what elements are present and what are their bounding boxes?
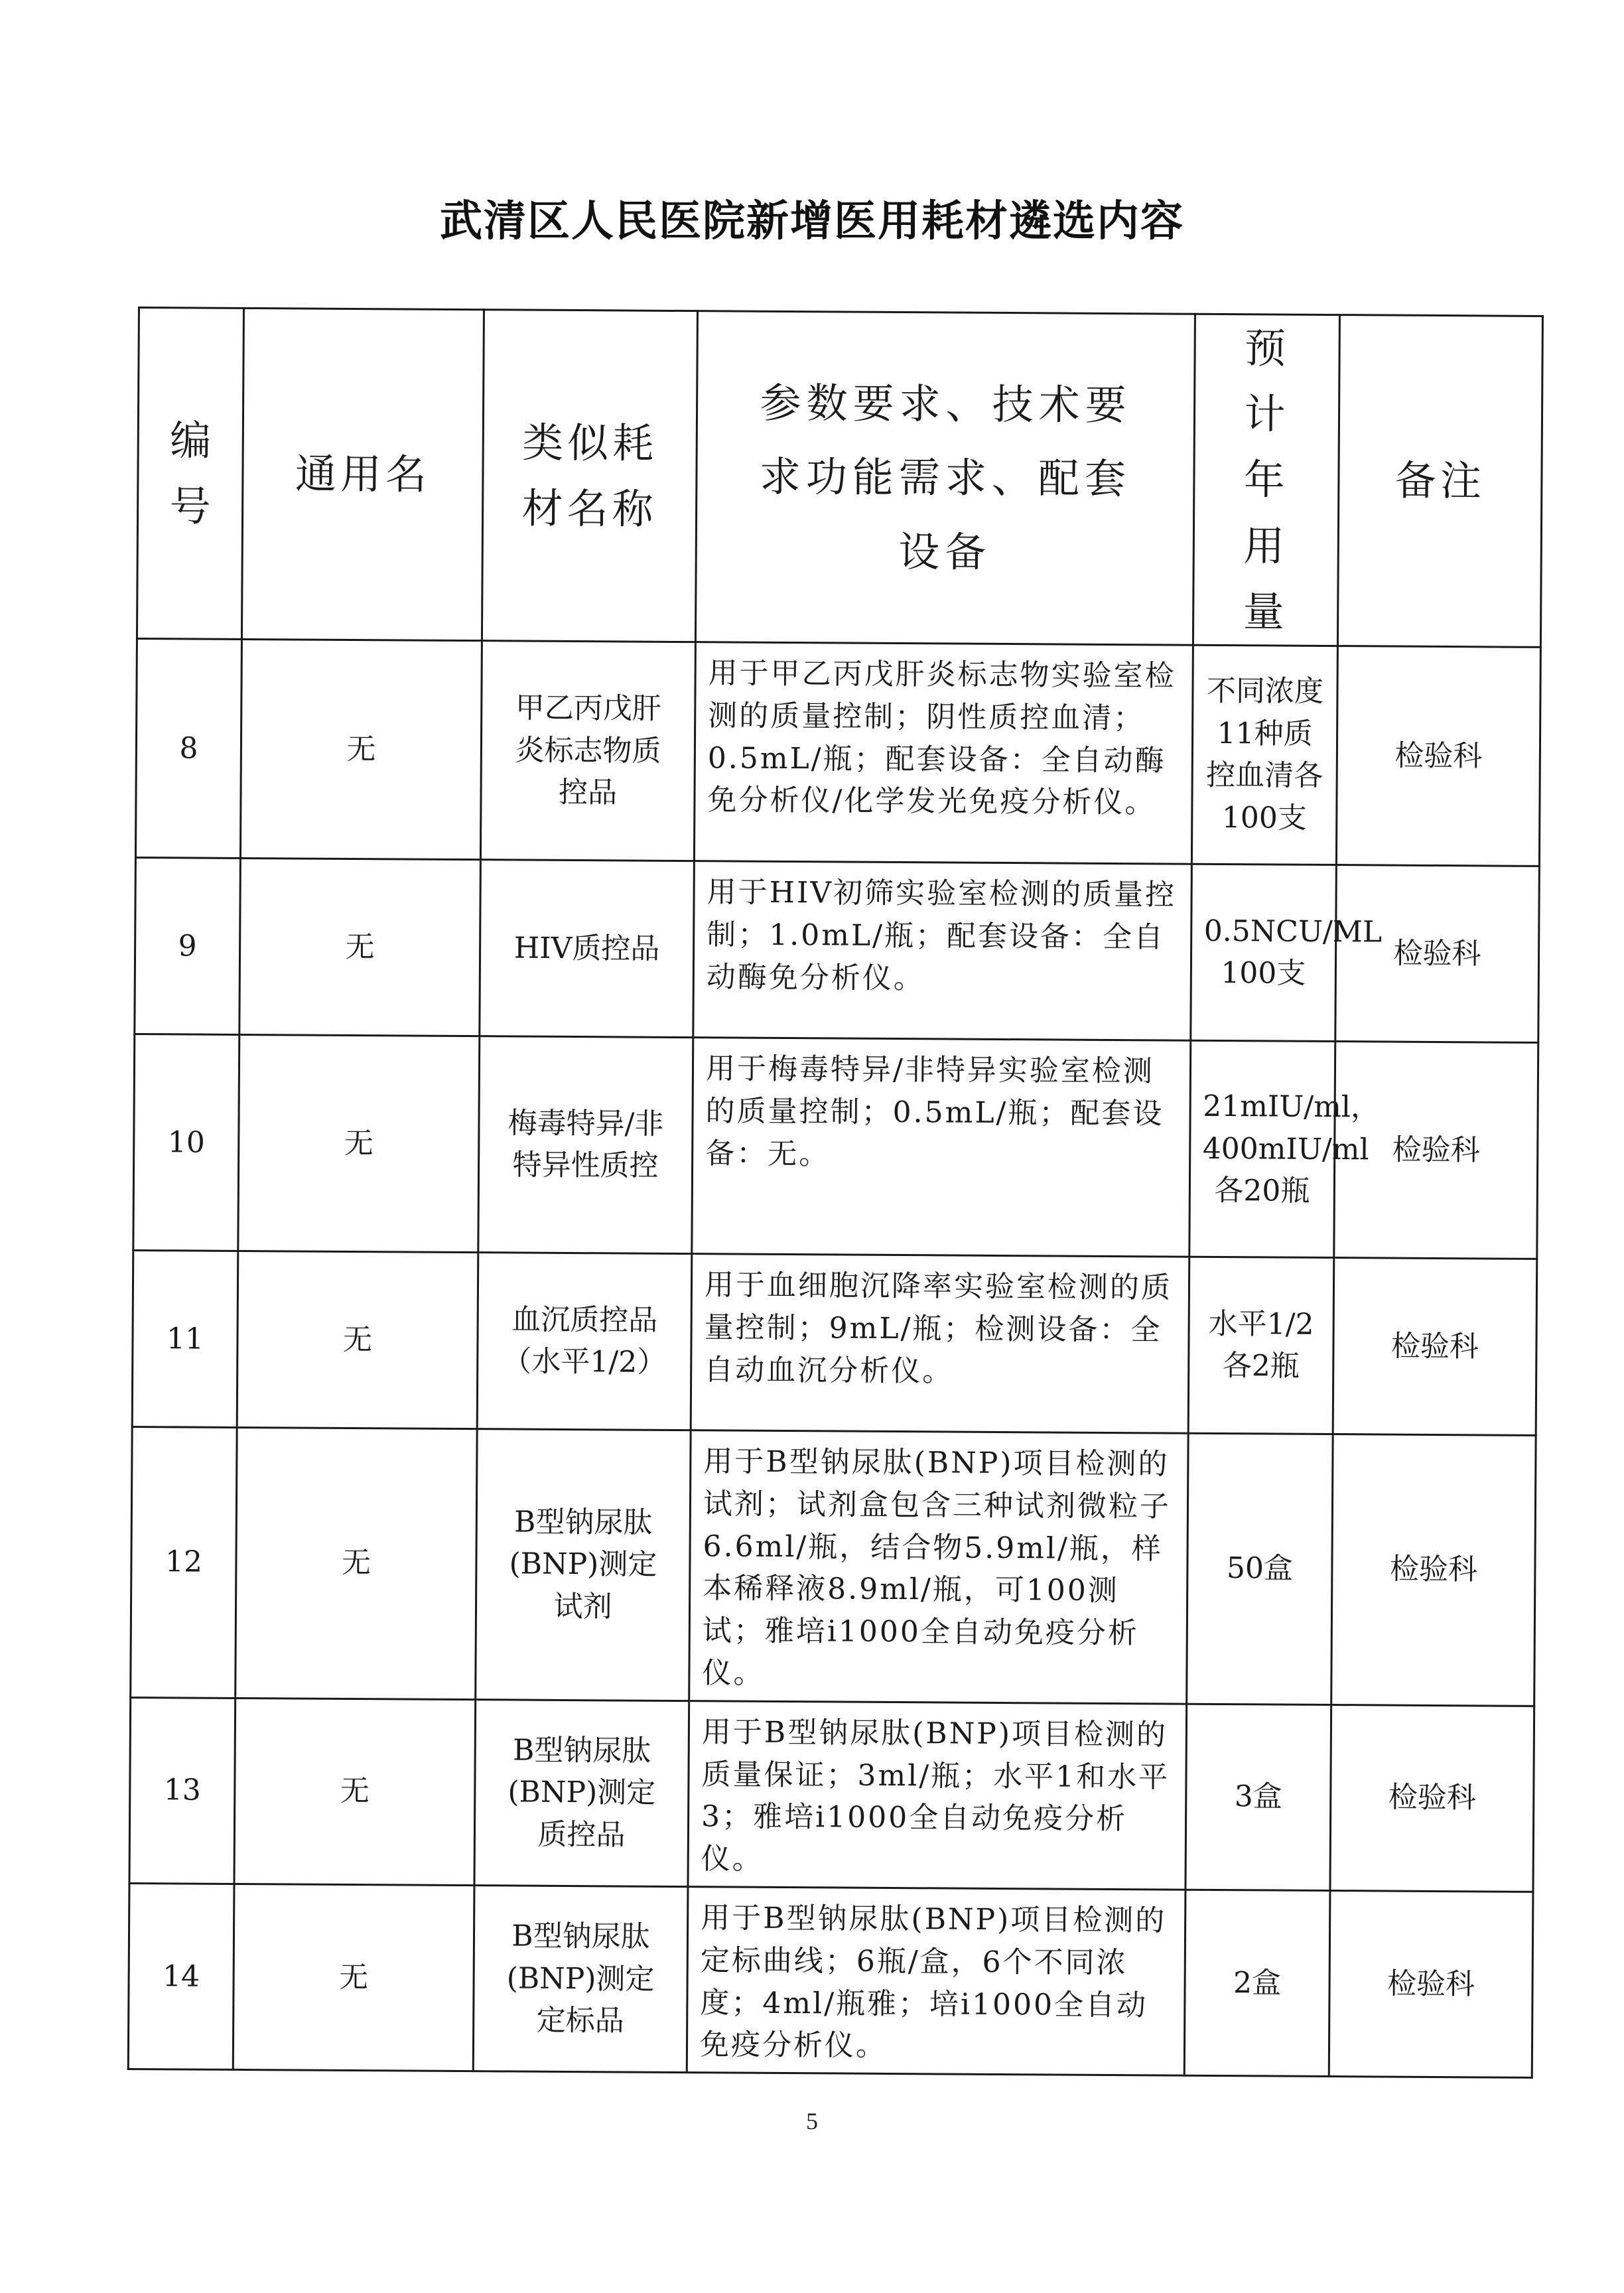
- table-row: [133, 1034, 1538, 1259]
- row-generic-name: 无: [237, 1251, 478, 1428]
- row-requirements: 用于B型钠尿肽(BNP)项目检测的试剂；试剂盒包含三种试剂微粒子6.6ml/瓶，结合物5.9ml/瓶，样本稀释液8.9ml/瓶，可100测试；雅培i1000全自动免疫分析仪。: [689, 1430, 1188, 1704]
- row-number: 14: [128, 1883, 234, 2069]
- row-generic-name: 无: [238, 1034, 480, 1252]
- row-remarks: 检验科: [1335, 865, 1540, 1042]
- row-requirements: 用于B型钠尿肽(BNP)项目检测的质量保证；3ml/瓶；水平1和水平3；雅培i1000全自动免疫分析仪。: [688, 1701, 1187, 1890]
- row-annual-usage: 21mIU/ml，400mIU/ml各20瓶: [1189, 1040, 1335, 1257]
- row-annual-usage: 50盒: [1187, 1433, 1333, 1704]
- row-number: 9: [135, 857, 241, 1034]
- row-similar-name: B型钠尿肽(BNP)测定试剂: [476, 1429, 691, 1701]
- row-generic-name: 无: [236, 1427, 477, 1699]
- row-remarks: 检验科: [1334, 1041, 1538, 1259]
- row-requirements: 用于HIV初筛实验室检测的质量控制；1.0mL/瓶；配套设备：全自动酶免分析仪。: [693, 861, 1192, 1041]
- row-requirements: 用于血细胞沉降率实验室检测的质量控制；9mL/瓶；检测设备：全自动血沉分析仪。: [691, 1254, 1189, 1434]
- row-similar-name: 梅毒特异/非特异性质控: [478, 1036, 693, 1254]
- consumables-table: [127, 307, 1544, 2079]
- table-row: [131, 1426, 1536, 1706]
- row-requirements: 用于B型钠尿肽(BNP)项目检测的定标曲线；6瓶/盒，6个不同浓度；4ml/瓶雅；培i1000全自动免疫分析仪。: [687, 1887, 1185, 2076]
- row-requirements: 用于梅毒特异/非特异实验室检测的质量控制；0.5mL/瓶；配套设备：无。: [692, 1038, 1191, 1257]
- row-generic-name: 无: [239, 858, 481, 1036]
- table-row: [129, 1697, 1534, 1892]
- header-remarks: 备注: [1337, 315, 1542, 648]
- row-number: 10: [133, 1034, 239, 1251]
- header-row: [137, 308, 1542, 648]
- header-generic-name: 通用名: [241, 308, 484, 640]
- row-similar-name: HIV质控品: [480, 860, 695, 1038]
- row-annual-usage: 2盒: [1184, 1890, 1330, 2077]
- table-row: [135, 857, 1540, 1042]
- consumables-table-wrapper: [127, 307, 1542, 2079]
- row-annual-usage: 3盒: [1185, 1704, 1331, 1891]
- row-remarks: 检验科: [1331, 1434, 1536, 1706]
- row-generic-name: 无: [234, 1698, 476, 1885]
- row-remarks: 检验科: [1333, 1257, 1537, 1435]
- row-similar-name: B型钠尿肽(BNP)测定定标品: [473, 1886, 688, 2073]
- row-remarks: 检验科: [1329, 1890, 1533, 2077]
- row-remarks: 检验科: [1336, 646, 1540, 866]
- row-annual-usage: 水平1/2各2瓶: [1188, 1257, 1334, 1434]
- row-remarks: 检验科: [1330, 1704, 1534, 1892]
- row-number: 13: [129, 1697, 236, 1884]
- table-row: [132, 1250, 1537, 1435]
- row-generic-name: 无: [240, 639, 482, 859]
- row-number: 8: [135, 638, 241, 858]
- header-similar-name: 类似耗材名称: [482, 310, 697, 642]
- row-annual-usage: 不同浓度11种质控血清各100支: [1191, 645, 1337, 865]
- row-annual-usage: 0.5NCU/ML 100支: [1191, 864, 1337, 1041]
- header-requirements: 参数要求、技术要求功能需求、配套设备: [695, 311, 1195, 646]
- row-similar-name: 甲乙丙戊肝炎标志物质控品: [480, 641, 695, 861]
- page-number: 5: [806, 2108, 818, 2134]
- row-similar-name: B型钠尿肽(BNP)测定质控品: [474, 1699, 689, 1886]
- row-number: 12: [131, 1426, 237, 1698]
- page-title: 武清区人民医院新增医用耗材遴选内容: [440, 197, 1184, 246]
- table-row: [128, 1883, 1533, 2077]
- row-requirements: 用于甲乙丙戊肝炎标志物实验室检测的质量控制；阴性质控血清；0.5mL/瓶；配套设备：全自动酶免分析仪/化学发光免疫分析仪。: [694, 642, 1193, 865]
- table-row: [135, 638, 1540, 866]
- row-number: 11: [132, 1250, 238, 1427]
- row-similar-name: 血沉质控品（水平1/2）: [477, 1253, 692, 1430]
- header-number: 编号: [137, 308, 243, 640]
- row-generic-name: 无: [233, 1884, 474, 2071]
- header-annual-usage: 预计年用量: [1193, 314, 1339, 646]
